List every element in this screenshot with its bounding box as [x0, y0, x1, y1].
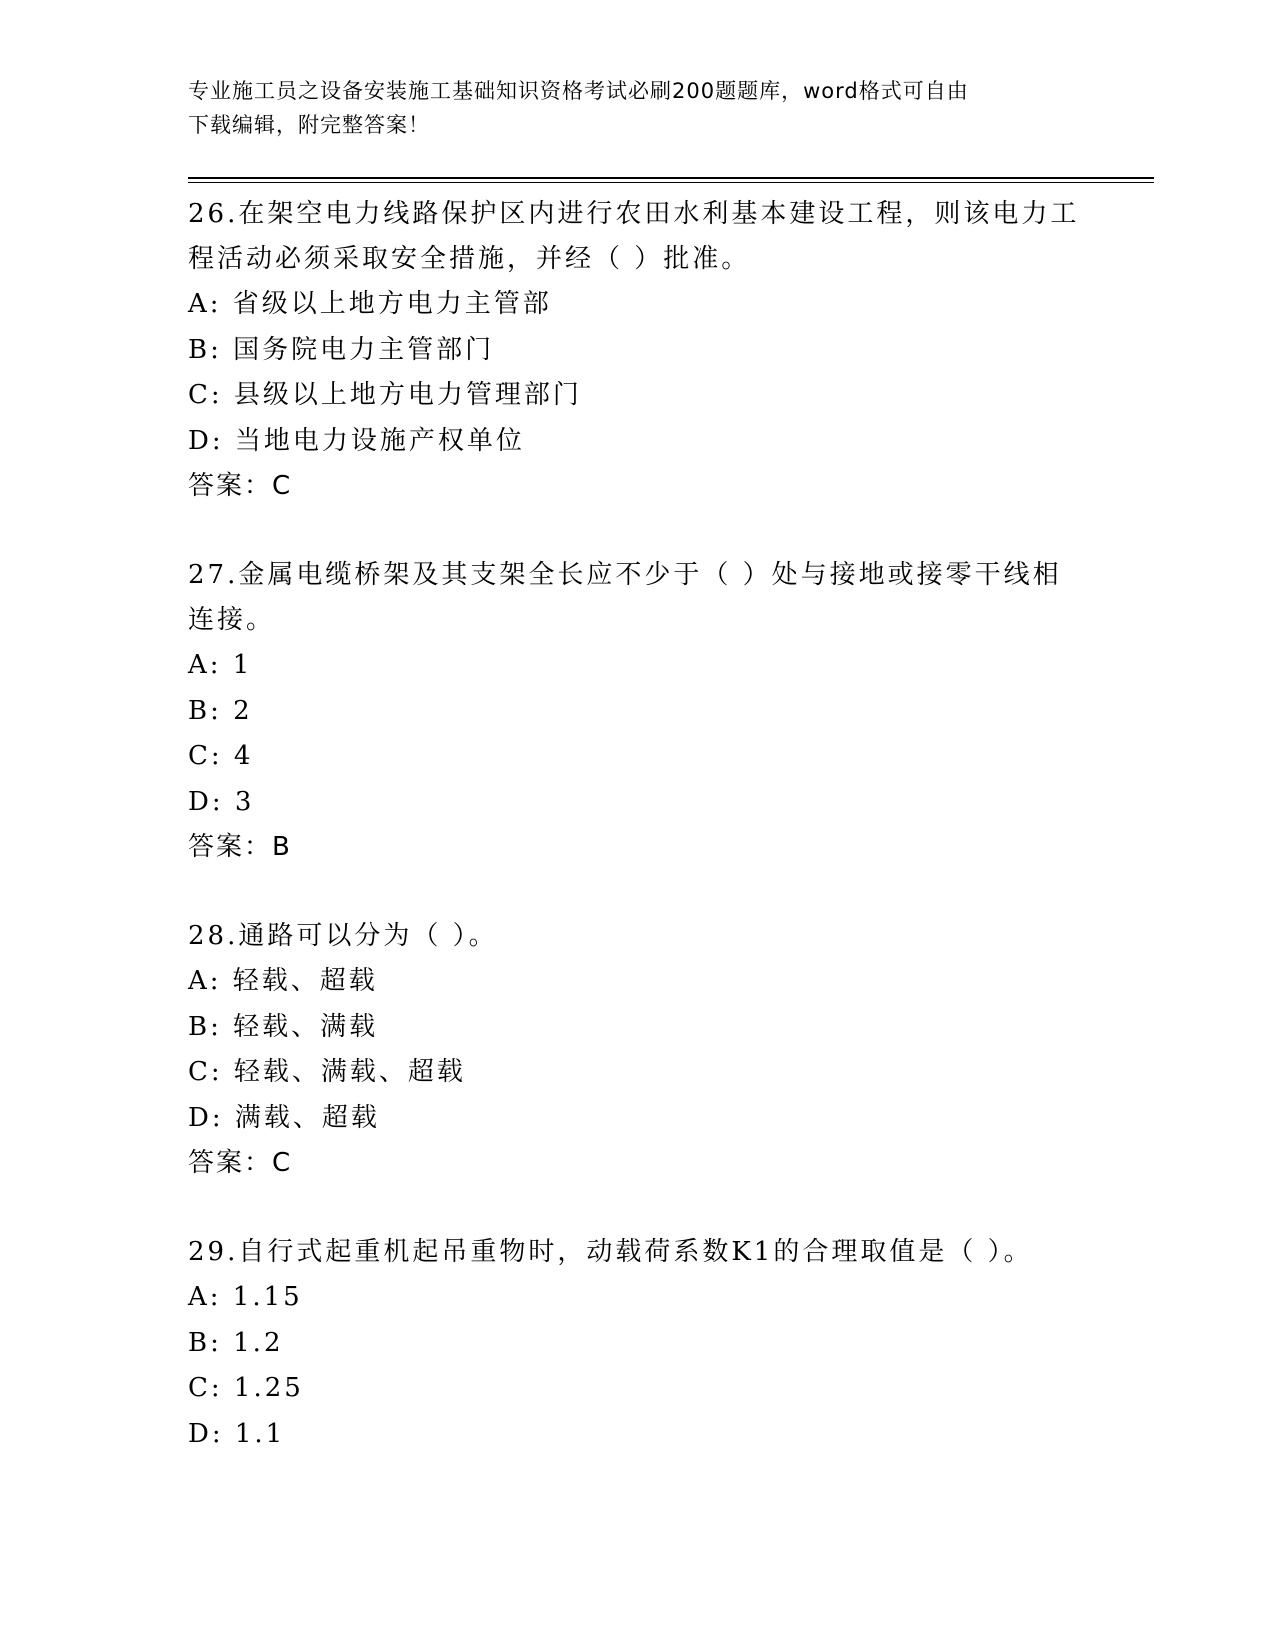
option-b: B: 国务院电力主管部门	[188, 334, 495, 365]
option-b: B: 2	[188, 695, 253, 726]
question-28	[188, 914, 1088, 1186]
header-divider-thin	[188, 182, 1154, 183]
question-stem-continued: 程活动必须采取安全措施，并经（ ）批准。	[188, 244, 751, 274]
option-d: D: 1.1	[188, 1418, 286, 1449]
question-26	[188, 192, 1088, 509]
header-line-2: 下载编辑，附完整答案！	[188, 113, 430, 137]
question-list	[188, 192, 1088, 1501]
option-d: D: 3	[188, 786, 255, 817]
question-27	[188, 553, 1088, 870]
option-a: A: 1	[188, 650, 253, 680]
answer-line: 答案：C	[188, 471, 293, 501]
header-divider-thick	[188, 177, 1154, 179]
option-c: C: 1.25	[188, 1373, 304, 1403]
question-stem-continued: 连接。	[188, 605, 276, 635]
option-a: A: 1.15	[188, 1282, 303, 1312]
answer-line: 答案：B	[188, 832, 292, 862]
option-c: C: 县级以上地方电力管理部门	[188, 380, 582, 410]
option-a: A: 轻载、超载	[188, 966, 378, 996]
option-d: D: 满载、超载	[188, 1102, 380, 1133]
answer-line: 答案：C	[188, 1148, 293, 1178]
question-stem: 27.金属电缆桥架及其支架全长应不少于（ ）处与接地或接零干线相	[188, 560, 1062, 590]
question-stem: 26.在架空电力线路保护区内进行农田水利基本建设工程，则该电力工	[188, 199, 1080, 229]
document-header	[188, 74, 1068, 142]
option-c: C: 轻载、满载、超载	[188, 1057, 466, 1087]
question-stem: 29.自行式起重机起吊重物时，动载荷系数K1的合理取值是（ ）。	[188, 1237, 1033, 1267]
option-b: B: 1.2	[188, 1327, 284, 1358]
option-a: A: 省级以上地方电力主管部	[188, 289, 552, 319]
header-line-1: 专业施工员之设备安装施工基础知识资格考试必刷200题题库，word格式可自由	[188, 79, 969, 103]
question-29	[188, 1230, 1088, 1457]
option-c: C: 4	[188, 741, 254, 771]
option-d: D: 当地电力设施产权单位	[188, 425, 525, 456]
question-stem: 28.通路可以分为（ ）。	[188, 921, 498, 951]
option-b: B: 轻载、满载	[188, 1011, 379, 1042]
